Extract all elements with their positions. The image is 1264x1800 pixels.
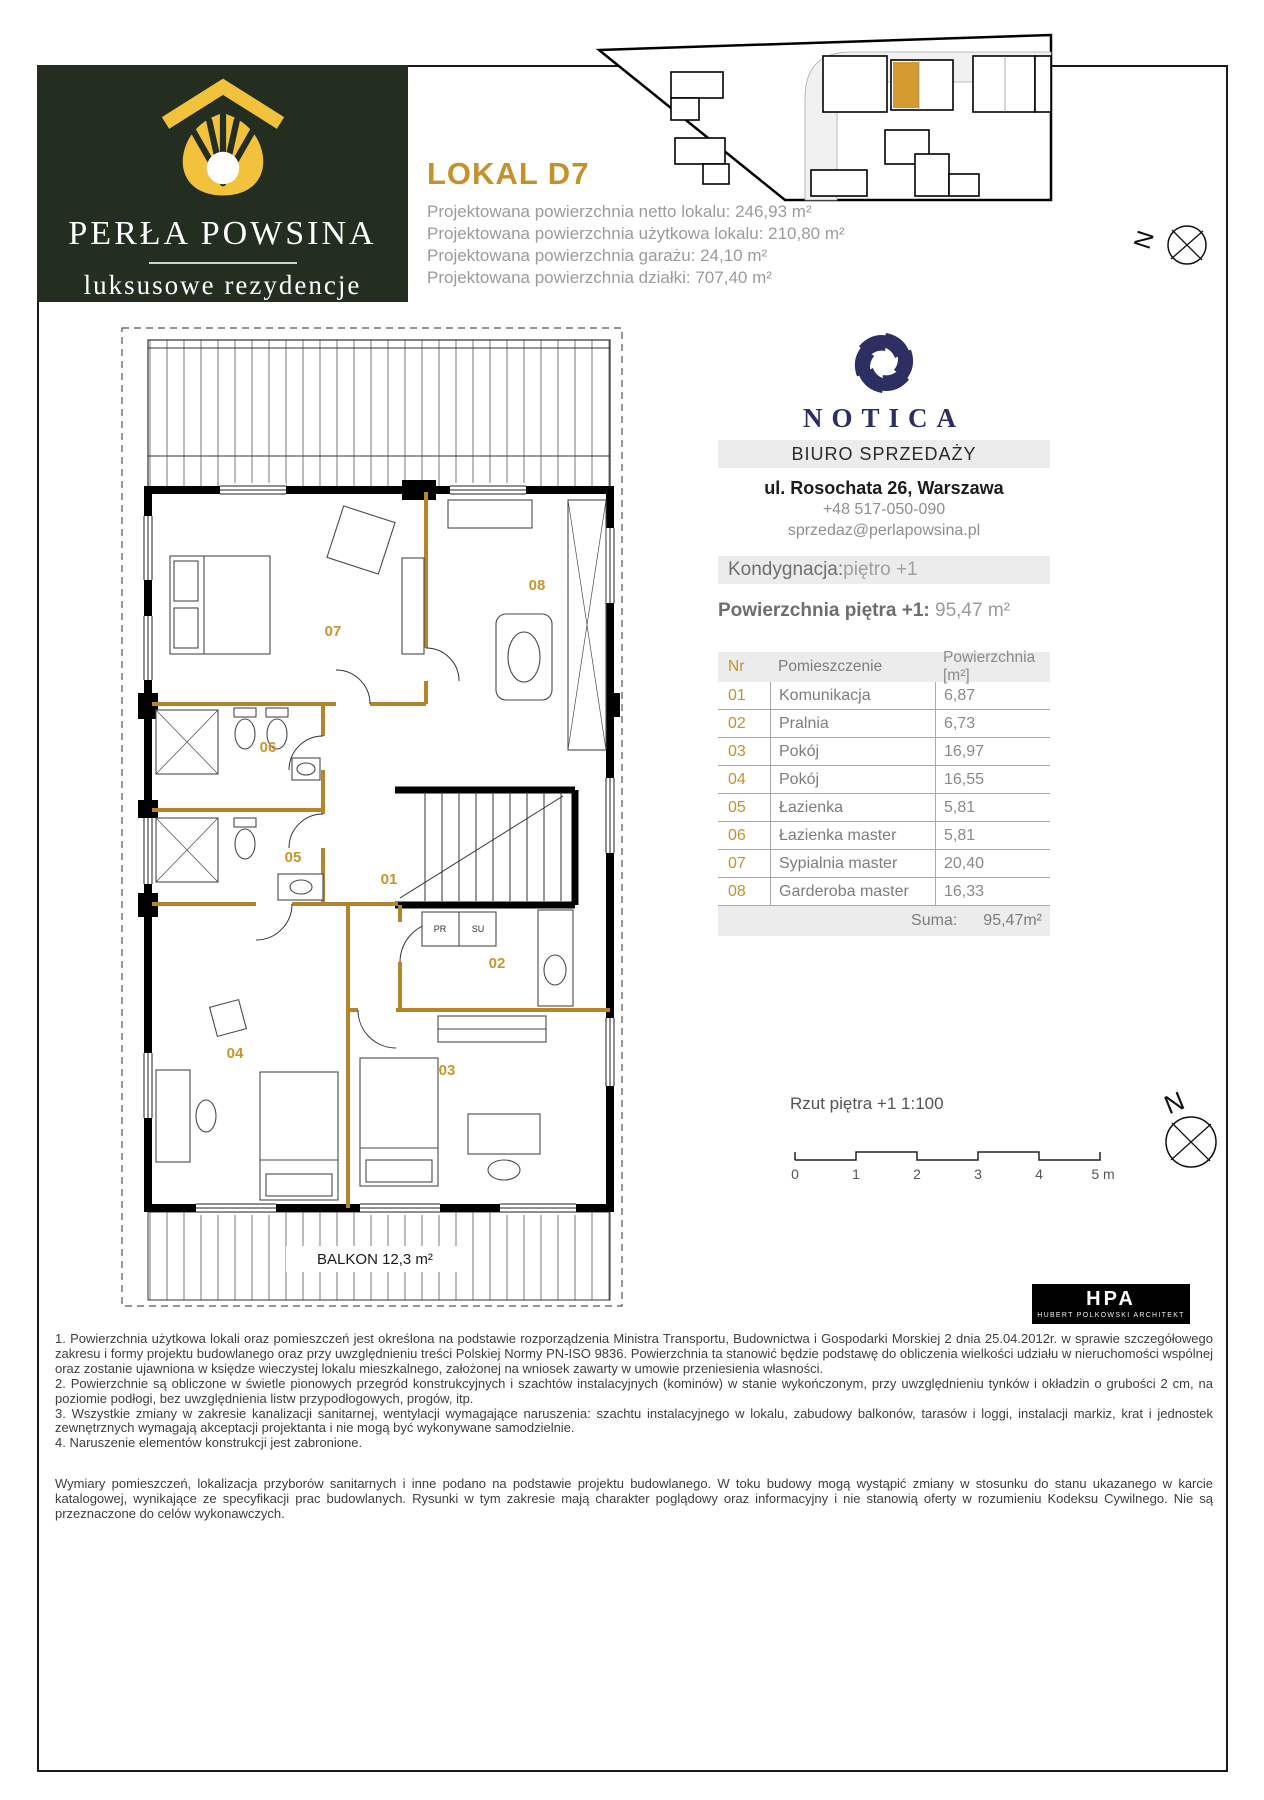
room-table-header [718,649,1050,684]
svg-text:2: 2 [913,1166,921,1182]
table-sum-row [718,906,1050,936]
room-label-04: 04 [226,1045,244,1062]
header-name: Pomieszczenie [778,658,883,675]
svg-text:N: N [1159,1085,1189,1121]
table-row: 08 Garderoba master 16,33 [718,878,1050,906]
brand-tagline: luksusowe rezydencje [83,270,362,300]
room-label-01: 01 [380,871,398,888]
scale-bar [785,1122,1115,1184]
room-label-05: 05 [284,849,302,866]
north-compass-top [1125,205,1220,275]
floor-area-value: 95,47 m² [935,600,1010,621]
room-label-03: 03 [438,1062,456,1079]
table-row: 04 Pokój 16,55 [718,766,1050,794]
floor-area-label: Powierzchnia piętra +1: [718,600,930,621]
svg-text:0: 0 [791,1166,799,1182]
architect-name: HUBERT POLKOWSKI ARCHITEKT [1037,1312,1185,1319]
sales-email: sprzedaz@perlapowsina.pl [787,522,981,539]
spec-net-area: Projektowana powierzchnia netto lokalu: 246,93 m² [427,202,812,221]
table-row: 06 Łazienka master 5,81 [718,822,1050,850]
room-label-02: 02 [488,955,506,972]
floor-plan [108,318,648,1318]
header-area: Powierzchnia [m²] [943,649,1036,684]
svg-text:N: N [1128,227,1160,253]
site-plan [585,22,1065,207]
svg-text:3: 3 [974,1166,982,1182]
spec-garage-area: Projektowana powierzchnia garażu: 24,10 m² [427,246,768,265]
room-label-08: 08 [528,577,546,594]
table-row: 03 Pokój 16,97 [718,738,1050,766]
svg-text:4: 4 [1035,1166,1043,1182]
floor-level-value: piętro +1 [843,559,918,580]
table-row: 02 Pralnia 6,73 [718,710,1050,738]
unit-title: LOKAL D7 [427,156,590,191]
floor-level-label: Kondygnacja: [728,559,844,580]
legal-note-4: 4. Naruszenie elementów konstrukcji jest zabronione. [55,1435,363,1451]
plan-caption: Rzut piętra +1 1:100 [790,1094,944,1113]
sum-value: 95,47m² [983,912,1042,929]
room-table [718,649,1050,936]
legal-note-3: 3. Wszystkie zmiany w zakresie kanalizacji sanitarnej, wentylacji wymagające naruszenia: szachtu instalacyjnego w lokalu, zabudowy balkonów, tarasów i loggi, instalacji markiz, krat i jednostek zewnętrznych wymagają akceptacji projektanta i nie mogą być wykonywane samodzielnie. [55,1405,1213,1436]
floor-area-line [718,600,1010,622]
washer-label: PR [433,924,447,934]
sales-phone: +48 517-050-090 [822,501,946,518]
legal-note-1: 1. Powierzchnia użytkowa lokali oraz pomieszczeń jest określona na podstawie rozporządzenia Ministra Transportu, Budownictwa i Gospodarki Morskiej 2 dnia 25.04.2012r. w sprawie szczegółowego zakresu i formy projektu budowlanego oraz przy uwzględnieniu treści Polskiej Normy PN-ISO 9836. Powierzchnia ta stanowić będzie podstawę do obliczenia wielkości udziału w nieruchomości wspólnej oraz zostanie ujawniona w księdze wieczystej lokalu mieszkalnego, założonej na wniosek zawarty w umowie przeniesienia własności. [55,1331,1213,1376]
highlighted-unit [893,62,919,108]
spec-plot-area: Projektowana powierzchnia działki: 707,40 m² [427,268,772,287]
sales-office-block [718,330,1050,541]
brand-logo-box [37,65,408,302]
architect-logo [1032,1284,1190,1324]
spec-usable-area: Projektowana powierzchnia użytkowa lokalu: 210,80 m² [427,224,845,243]
dryer-label: SU [471,924,485,934]
staircase [395,790,575,905]
svg-text:1: 1 [852,1166,860,1182]
legal-note-2: 2. Powierzchnie są obliczone w świetle pionowych przegród konstrukcyjnych i szachtów instalacyjnych (kominów) w stanie wykończonym, przy uwzględnieniu tynków i okładzin o grubości 2 cm, na poziomie podłogi, bez uwzględnienia listw przypodłogowych, progów, itp. [55,1375,1213,1406]
roof-hatch [148,340,610,488]
table-row: 05 Łazienka 5,81 [718,794,1050,822]
legal-notes [55,1332,1213,1451]
dimensions-note: Wymiary pomieszczeń, lokalizacja przyborów sanitarnych i inne podano na podstawie projektu budowlanego. W toku budowy mogą wystąpić zmiany w stosunku do stanu ukazanego w karcie katalogowej, wynikające ze specyfikacji prac budowlanych. Rysunki w tym zakresie mają charakter poglądowy oraz informacyjny i nie stanowią oferty w rozumieniu Kodeksu Cywilnego. Nie są przeznaczone do celów wykonawczych. [55,1476,1213,1521]
sum-label: Suma: [911,912,958,929]
room-label-06: 06 [259,739,277,756]
floor-level-bar [718,556,1050,584]
table-row: 01 Komunikacja 6,87 [718,682,1050,710]
svg-text:5 m: 5 m [1091,1166,1115,1182]
sales-office-bar: BIURO SPRZEDAŻY [718,440,1050,468]
brand-name: PERŁA POWSINA [68,215,377,252]
header-nr: Nr [728,658,745,675]
sales-address: ul. Rosochata 26, Warszawa [764,478,1004,498]
room-label-07: 07 [324,623,342,640]
notica-wordmark: NOTICA [802,403,965,433]
furniture [156,500,606,1200]
north-compass-bottom [1146,1078,1231,1178]
table-row: 07 Sypialnia master 20,40 [718,850,1050,878]
notica-logo-icon [849,330,919,396]
logo-divider [149,262,297,264]
balcony-label: BALKON 12,3 m² [317,1251,433,1268]
architect-initials: HPA [1086,1288,1136,1310]
pearl-shell-icon [148,73,298,213]
unit-specs [427,201,845,289]
